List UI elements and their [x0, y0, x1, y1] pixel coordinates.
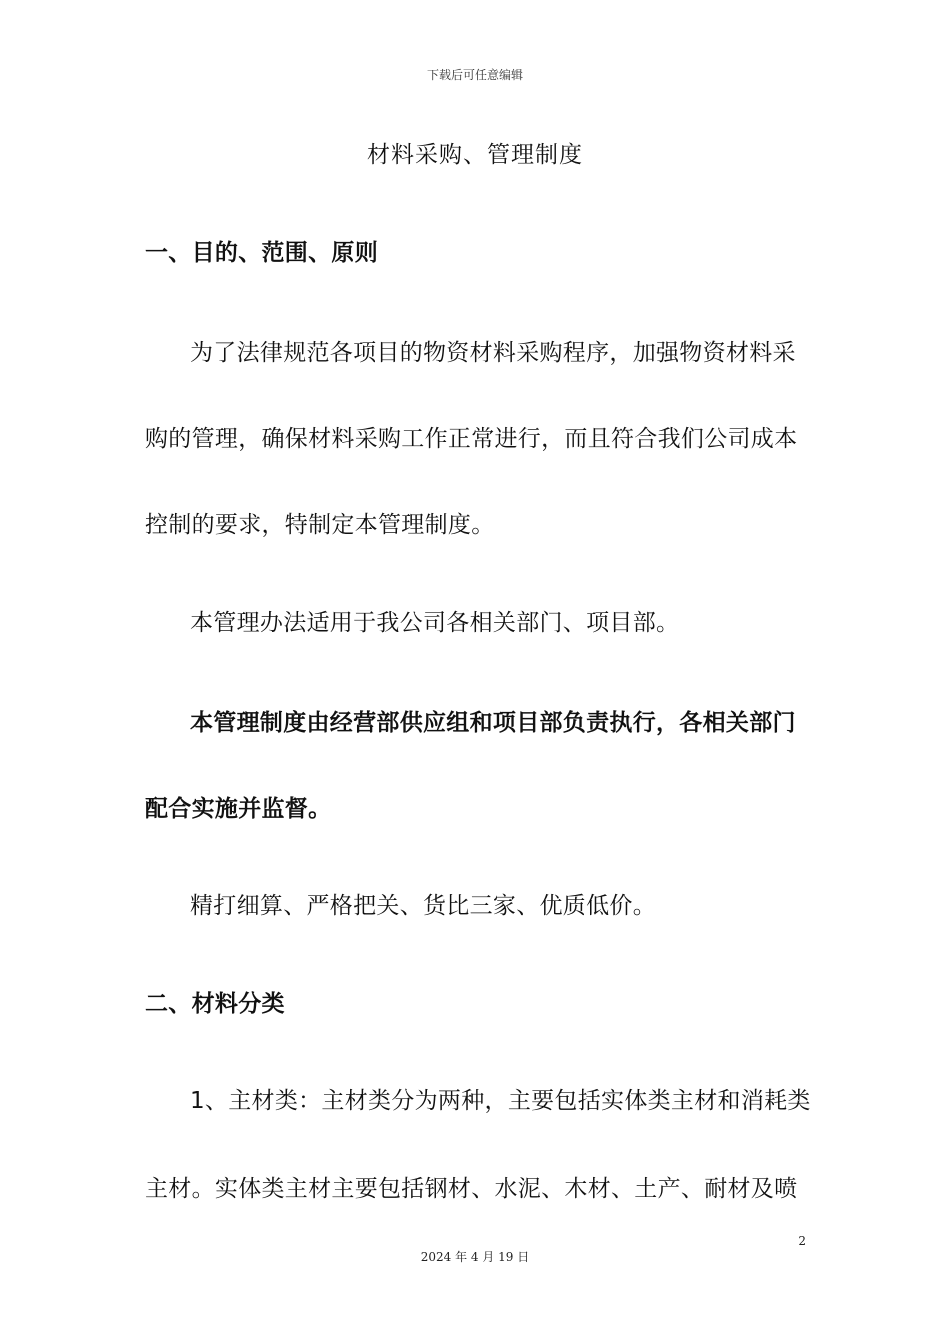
- document-title: 材料采购、管理制度: [367, 142, 583, 168]
- section-2-heading: 二、材料分类: [145, 991, 285, 1017]
- section-1-para-4: 精打细算、严格把关、货比三家、优质低价。: [190, 893, 656, 919]
- section-2-para-1-line-1: 1、主材类：主材类分为两种，主要包括实体类主材和消耗类: [190, 1088, 811, 1114]
- page-number: 2: [798, 1234, 806, 1248]
- footer-date: 2024 年 4 月 19 日: [420, 1250, 530, 1264]
- section-1-para-1-line-3: 控制的要求，特制定本管理制度。: [145, 512, 495, 538]
- header-note: 下载后可任意编辑: [426, 68, 523, 82]
- section-1-para-1-line-2: 购的管理，确保材料采购工作正常进行，而且符合我们公司成本: [145, 426, 798, 452]
- section-1-para-3-line-1: 本管理制度由经营部供应组和项目部负责执行，各相关部门: [190, 710, 796, 736]
- section-1-para-2: 本管理办法适用于我公司各相关部门、项目部。: [190, 610, 680, 636]
- section-1-para-1-line-1: 为了法律规范各项目的物资材料采购程序，加强物资材料采: [190, 340, 796, 366]
- section-1-para-3-line-2: 配合实施并监督。: [145, 796, 332, 822]
- section-2-para-1-line-2: 主材。实体类主材主要包括钢材、水泥、木材、土产、耐材及喷: [145, 1176, 798, 1202]
- section-1-heading: 一、目的、范围、原则: [145, 240, 378, 266]
